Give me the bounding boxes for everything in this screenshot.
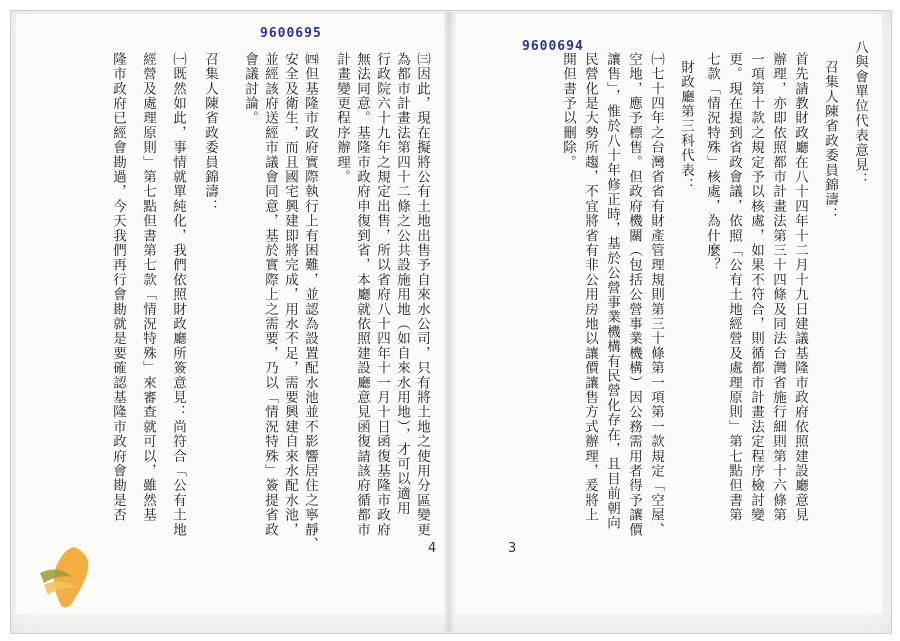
archive-stamp-right: 9600694	[522, 39, 584, 54]
book-gutter	[444, 12, 454, 632]
text-column: 首先請教財政廳在八十四年十二月十九日建議基隆市政府依照建設廳意見	[792, 52, 808, 523]
text-column: 隆市政府已經會勘過，今天我們再行會勘就是要確認基隆市政府會勘是否	[110, 52, 126, 523]
archive-stamp-left: 9600695	[260, 26, 322, 41]
speaker-label: 召集人陳省政委員錦濤：	[822, 60, 838, 222]
text-column: 召集人陳省政委員錦濤：	[202, 52, 218, 214]
left-page	[16, 14, 444, 614]
page-number-left: 4	[428, 541, 437, 556]
text-column: 讓售」，惟於八十年修正時，基於公營事業機構有民營化存在，且目前朝向	[604, 52, 620, 531]
right-page	[456, 14, 882, 614]
text-column: 無法同意。基隆市政府申復到省，本廳就依照建設廳意見函復請該府循都市	[354, 52, 370, 538]
speaker-label: 財政廳第三科代表：	[678, 60, 694, 193]
taiwan-archive-logo-icon	[34, 543, 104, 613]
section-heading: 八與會單位代表意見：	[852, 40, 868, 187]
text-column: 行政院六十九年之規定出售，所以省府八十四年十一月十日函復基隆市政府	[374, 52, 390, 538]
text-column: 安全及衛生，而且國宅興建即將完成，用水不足，需要興建自來水配水池，	[282, 52, 298, 538]
text-column: 更。現在提到省政會議，依照「公有土地經營及處理原則」第七點但書第	[726, 52, 742, 523]
text-column: 並經該府送經市議會同意，基於實際上之需要，乃以「情況特殊」簽提省政	[262, 52, 278, 538]
text-column: 一項第十款之規定予以核處，如果不符合，則循都市計畫法定程序檢討變	[748, 52, 764, 523]
text-column: 辦理，亦即依照都市計畫法第三十四條及同法台灣省施行細則第十六條第	[770, 52, 786, 523]
text-column: 七款「情況特殊」核處，為什麼？	[704, 52, 720, 273]
text-column: 開但書予以刪除。	[560, 52, 576, 170]
text-column: 經營及處理原則」第七點但書第七款「情況特殊」來審查就可以，雖然基	[140, 52, 156, 523]
text-column: 為都市計畫法第四十二條之公共設施用地（如自來水用地），才可以適用	[394, 52, 410, 516]
text-column: 計畫變更程序辦理。	[334, 52, 350, 185]
text-column: 空地，應予標售。但政府機關（包括公營事業機構）因公務需用者得予讓價	[626, 52, 642, 538]
text-column: 民營化是大勢所趨，不宜將省有非公用房地以讓價讓售方式辦理，爰將上	[582, 52, 598, 523]
text-column: ㈣但基隆市政府實際執行上有困難，並認為設置配水池並不影響居住之寧靜、	[302, 52, 318, 552]
page-number-right: 3	[508, 541, 517, 556]
text-column: ㈢因此，現在擬將公有土地出售予自來水公司，只有將土地之使用分區變更	[414, 52, 430, 538]
text-column: ㈠七十四年之台灣省省有財產管理規則第三十條第一項第一款規定「空屋、	[648, 52, 664, 538]
text-column: ㈠既然如此，事情就單純化，我們依照財政廳所簽意見：尚符合「公有土地	[170, 52, 186, 538]
text-column: 會議討論。	[242, 52, 258, 126]
